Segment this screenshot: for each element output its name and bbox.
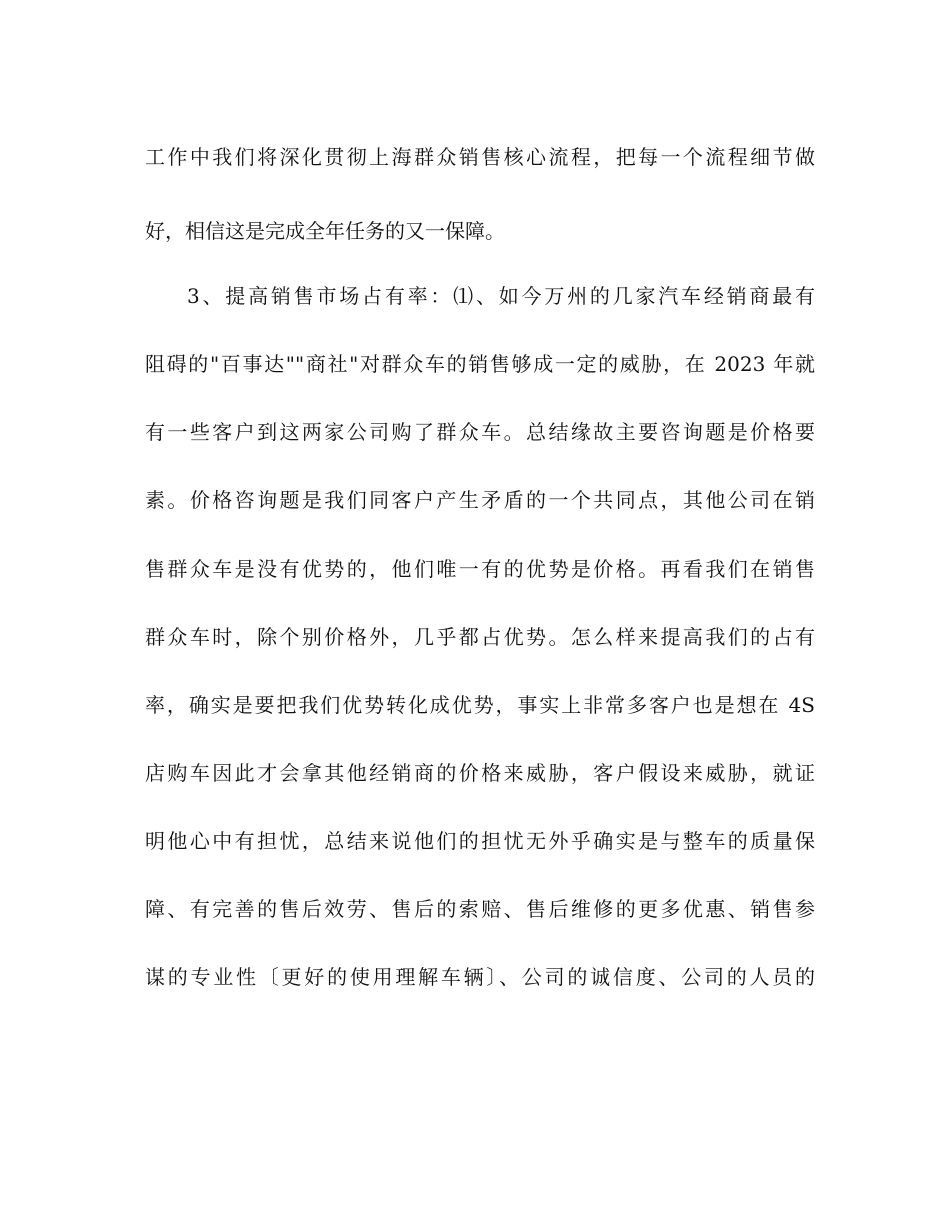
text-line: 售群众车是没有优势的，他们唯一有的优势是价格。再看我们在销售 bbox=[145, 557, 815, 581]
text-line: 好，相信这是完成全年任务的又一保障。 bbox=[145, 219, 505, 243]
text-line: 店购车因此才会拿其他经销商的价格来威胁，客户假设来威胁，就证 bbox=[145, 761, 815, 785]
text-line: 障、有完善的售后效劳、售后的索赔、售后维修的更多优惠、销售参 bbox=[145, 897, 815, 921]
text-line: 明他心中有担忧，总结来说他们的担忧无外乎确实是与整车的质量保 bbox=[145, 829, 815, 853]
text-line: 谋的专业性〔更好的使用理解车辆〕、公司的诚信度、公司的人员的 bbox=[145, 965, 815, 989]
text-line: 阻碍的"百事达""商社"对群众车的销售够成一定的威胁，在 2023 年就 bbox=[145, 352, 815, 376]
text-line: 有一些客户到这两家公司购了群众车。总结缘故主要咨询题是价格要 bbox=[145, 420, 815, 444]
text-line: 群众车时，除个别价格外，几乎都占优势。怎么样来提高我们的占有 bbox=[145, 625, 815, 649]
text-line: 率，确实是要把我们优势转化成优势，事实上非常多客户也是想在 4S bbox=[145, 693, 815, 717]
text-line: 3、提高销售市场占有率：⑴、如今万州的几家汽车经销商最有 bbox=[187, 284, 815, 308]
text-line: 素。价格咨询题是我们同客户产生矛盾的一个共同点，其他公司在销 bbox=[145, 488, 815, 512]
text-line: 工作中我们将深化贯彻上海群众销售核心流程，把每一个流程细节做 bbox=[145, 145, 815, 169]
